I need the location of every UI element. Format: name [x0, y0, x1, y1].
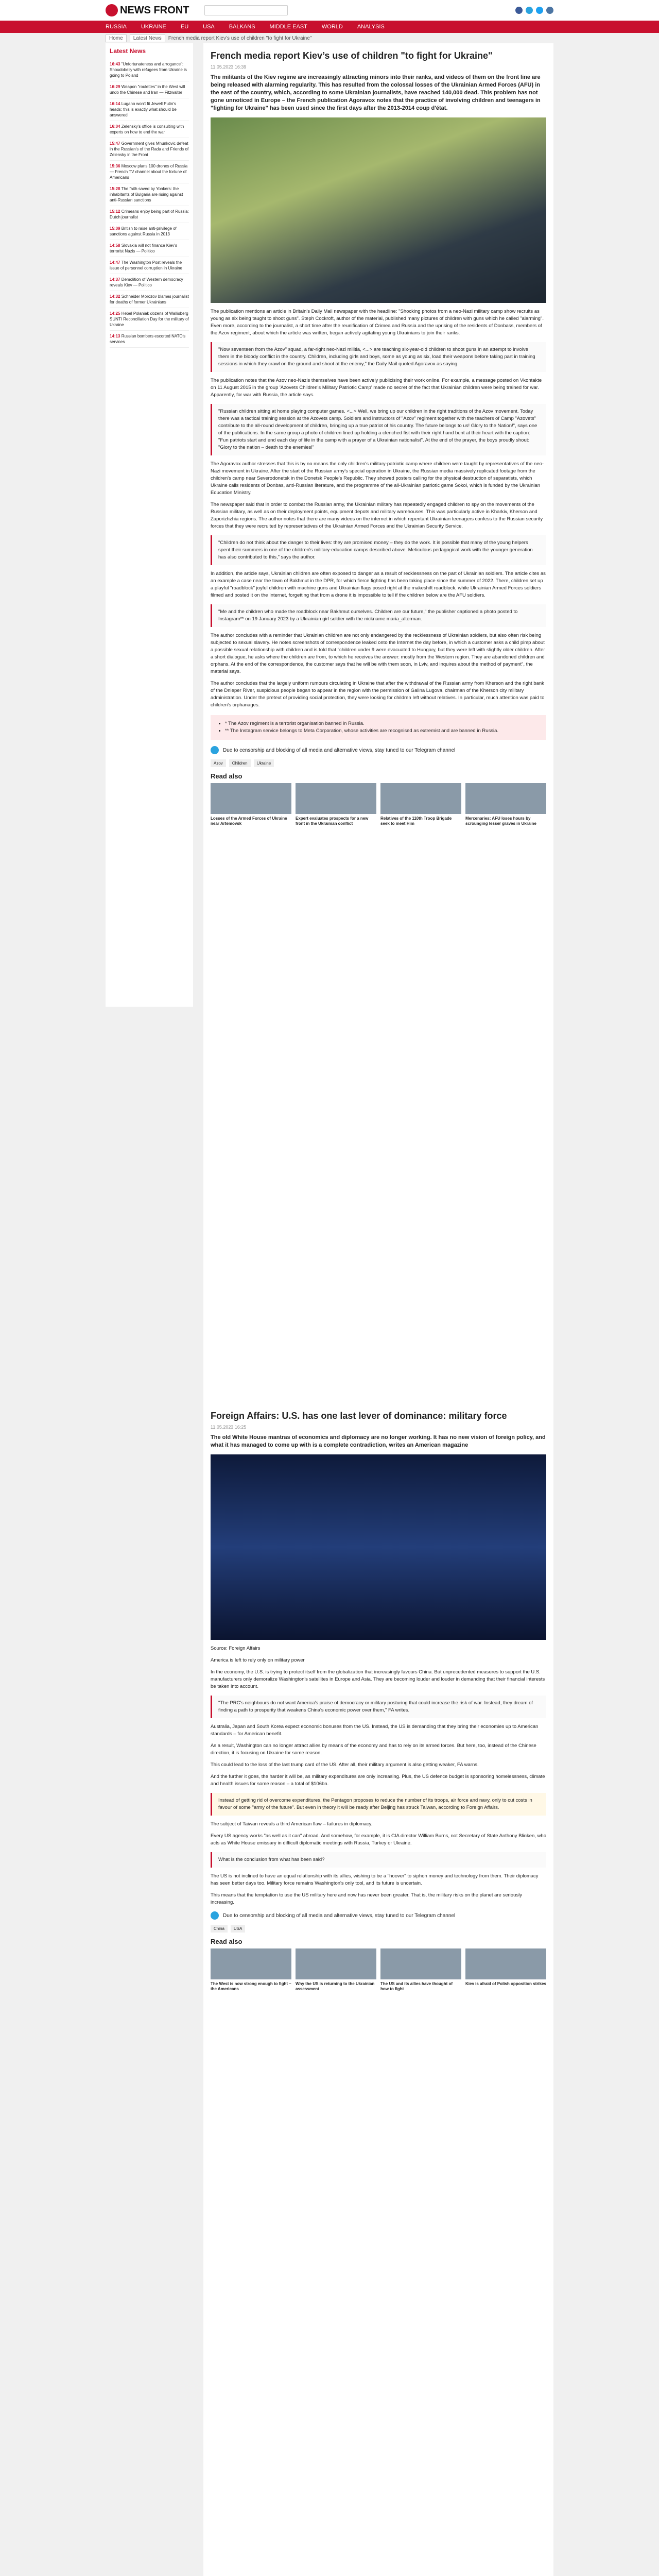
news-text: "Unfortunateness and arrogance": Shoudobeliy with refugees from Ukraine is going to Poland [110, 62, 187, 78]
telegram-subscribe[interactable] [211, 1911, 546, 1920]
nav-item[interactable]: RUSSIA [106, 24, 127, 30]
paragraph: The author concludes that the largely uniform rumours circulating in Ukraine that after the withdrawal of the Russian army from Kherson and the right bank of the Dnieper River, suspicious people began to appear in the region with the permission of Galina Lugova, chairman of the Kherson city military administration. Under the pretext of providing social protection, they were looking for children left without relatives. In particular, much attention was paid to children's orphanages. [211, 681, 545, 708]
article-title[interactable]: Foreign Affairs: U.S. has one last lever of dominance: military force [211, 1411, 507, 1421]
paragraph: This means that the temptation to use the US military here and now has never been greater. That is, the military risks on the planet are seriously increasing. [211, 1892, 522, 1905]
quote: Instead of getting rid of overcome expenditures, the Pentagon proposes to reduce the number of its troops, air force and navy, only to cut costs in favour of some "army of the future". But even in theory it will be ready after Beijing has struck Taiwan, according to Foreign Affairs. [211, 1793, 546, 1816]
news-text: Schneider Morozov blames journalist for deaths of former Ukrainians [110, 294, 189, 304]
read-also-card[interactable] [211, 1948, 291, 1992]
breadcrumb-home[interactable]: Home [106, 35, 127, 42]
tags [211, 759, 546, 767]
telegram-subscribe[interactable] [211, 746, 546, 754]
card-image [296, 1948, 376, 1979]
tag[interactable]: China [211, 1925, 228, 1933]
paragraph: Every US agency works "as well as it can" abroad. And somehow, for example, it is CIA director William Burns, not Secretary of State Anthony Blinken, who acts as White House emissary in difficult diplomatic meetings with Russia, Turkey or Ukraine. [211, 1833, 546, 1846]
article-photo [211, 1454, 546, 1640]
news-text: Crimeans enjoy being part of Russia: Dutch journalist [110, 209, 189, 219]
card-image [465, 783, 546, 814]
article-lead: The old White House mantras of economics and diplomacy are no longer working. It has no new vision of foreign policy, and what it has managed to come up with is a complete contradiction, writes an American magazine [211, 1434, 546, 1448]
sidebar-news-item[interactable] [110, 331, 189, 348]
sidebar-news-item[interactable] [110, 138, 189, 161]
photo-caption: America is left to rely only on military power [211, 1657, 305, 1663]
sidebar-news-item[interactable] [110, 291, 189, 308]
notice-item: • * The Azov regiment is a terrorist organisation banned in Russia. [225, 720, 539, 727]
news-text: Zelensky's office is consulting with experts on how to end the war [110, 124, 184, 134]
latest-news-sidebar [106, 43, 193, 1007]
paragraph: In the economy, the U.S. is trying to protect itself from the globalization that increasingly favours China. But unprecedented measures to support the U.S. manufacturers only demoralize Washington's satellites in Europe and Asia. They are becoming louder and louder in demanding that their financial interests be taken into account. [211, 1669, 545, 1689]
article-date: 11.05.2023 16:39 [211, 64, 247, 70]
read-also-card[interactable] [465, 1948, 546, 1992]
news-text: Lugano won't fit Jewell Putin's heads: this is exactly what should be answered [110, 101, 177, 117]
notice-item: • ** The Instagram service belongs to Meta Corporation, whose activities are recognised as extremist and are banned in Russia. [225, 727, 539, 735]
sidebar-news-item[interactable] [110, 308, 189, 331]
news-text: Russian bombers escorted NATO's services [110, 334, 186, 344]
paragraph: The subject of Taiwan reveals a third American flaw – failures in diplomacy. [211, 1821, 373, 1827]
card-title: Why the US is returning to the Ukrainian assessment [296, 1981, 375, 1991]
news-time: 16:43 [110, 62, 120, 66]
sidebar-news-item[interactable] [110, 161, 189, 183]
news-time: 16:04 [110, 124, 120, 129]
nav-item[interactable]: EU [180, 24, 189, 30]
news-text: The faith saved by Yonkers: the inhabitants of Bulgaria are rising against anti-Russian sanctions [110, 187, 183, 202]
read-also-card[interactable] [380, 783, 461, 826]
article-date: 11.05.2023 16:25 [211, 1425, 247, 1430]
article-photo [211, 117, 546, 303]
news-text: Hebel Polaniak dozens of Wallisberg SUNTI Reconciliation Day for the military of Ukraine [110, 311, 189, 327]
notice-box [211, 715, 546, 740]
nav-item[interactable]: WORLD [321, 24, 343, 30]
sidebar-news-item[interactable] [110, 223, 189, 240]
paragraph: The publication notes that the Azov neo-Nazis themselves have been actively publicising their work online. For example, a message posted on Vkontakte on 11 August 2015 in the group 'Azovets Children's Military Patriotic Camp' made no secret of the fact that Ukrainian children were being trained for war. Apparently, for war with Russia, the article says. [211, 378, 542, 398]
paragraph: The publication mentions an article in Britain's Daily Mail newspaper with the headline: "Shocking photos from a neo-Nazi military camp show recruits as young as six being taught to shoot guns". Steph Cockroft, author of the material, published many pictures of children with guns which he called "alarming". Even more, according to the journalist, a short time after the reunification of Crimea and Russia and the uprising of the residents of Donbass, members of the Azov regiment, about which the article was written, began actively agitating young Ukrainians to join their ranks. [211, 309, 544, 336]
paragraph: The newspaper said that in order to combat the Russian army, the Ukrainian military has repeatedly engaged children to spy on the movements of the Russian military, as well as on their deployment points, equipment depots and military warehouses. This was particularly active in Kharkiv, Kherson and Zaporizhzhia regions. The author notes that there are many videos on the internet in which repentant Ukrainian teenagers confess to the Russian security forces that they were recruited by representatives of the Ukrainian Armed Forces and the Ukrainian Security Service. [211, 502, 543, 529]
subscribe-text: Due to censorship and blocking of all media and alternative views, stay tuned to our Telegram channel [223, 1912, 456, 1919]
card-image [380, 1948, 461, 1979]
sidebar-news-item[interactable] [110, 274, 189, 291]
nav-item[interactable]: UKRAINE [141, 24, 166, 30]
quote: "The PRC's neighbours do not want America's praise of democracy or military posturing that could increase the risk of war. Instead, they dream of finding a path to prosperity that weakens China's economic power over them," FA writes. [211, 1696, 546, 1718]
sidebar-title: Latest News [110, 47, 146, 55]
quote: What is the conclusion from what has been said? [211, 1852, 546, 1868]
article-1 [211, 48, 546, 1398]
sidebar-news-item[interactable] [110, 121, 189, 138]
breadcrumb [106, 33, 553, 43]
sidebar-news-item[interactable] [110, 183, 189, 206]
card-title: Losses of the Armed Forces of Ukraine near Artemovsk [211, 816, 287, 826]
news-text: British to raise anti-privilege of sanctions against Russia in 2013 [110, 226, 177, 236]
card-title: The West is now strong enough to fight – the Americans [211, 1981, 291, 1991]
card-image [296, 783, 376, 814]
sidebar-news-item[interactable] [110, 59, 189, 81]
sidebar-news-item[interactable] [110, 240, 189, 257]
card-image [380, 783, 461, 814]
news-time: 14:13 [110, 334, 120, 338]
card-image [465, 1948, 546, 1979]
read-also-card[interactable] [380, 1948, 461, 1992]
quote: "Children do not think about the danger to their lives: they are promised money – they do the work. It is possible that many of the young helpers spent their summers in one of the children's military-education camps described above. Meticulous pedagogical work with the younger generation has also contributed to this," says the author. [211, 535, 546, 565]
news-time: 15:28 [110, 187, 120, 191]
news-time: 15:47 [110, 141, 120, 146]
read-also-title: Read also [211, 772, 242, 780]
twitter-icon[interactable] [536, 7, 543, 14]
card-title: Relatives of the 110th Troop Brigade seek to meet Him [380, 816, 452, 826]
breadcrumb-latest[interactable]: Latest News [130, 35, 165, 42]
card-image [211, 1948, 291, 1979]
read-also-card[interactable] [296, 783, 376, 826]
paragraph: The US is not inclined to have an equal relationship with its allies, wishing to be a "hoover" to siphon money and technology from them. Their diplomacy has seen better days too. Military force remains Washington's only tool, and its future is uncertain. [211, 1873, 539, 1886]
news-time: 14:32 [110, 294, 120, 299]
tag[interactable]: Azov [211, 759, 226, 767]
paragraph: The author concludes with a reminder that Ukrainian children are not only endangered by the recklessness of Ukrainian soldiers, but also often risk being subjected to sexual slavery. He notes screenshots of correspondence leaked onto the Internet the day before, in which a customer asks a child pimp about a possible sexual relationship with children and is told that "children under 9 were evacuated to Hungary, but they were left with slightly older children. After a short dialogue, he asks where the children are from, to which he receives the answer: mostly from the Western region. They are abandoned children and orphans. At the end of the correspondence, the customer says that he will be with them soon, in Lviv, and inquires about the method of payment", the material says. [211, 633, 545, 674]
site-logo[interactable] [106, 4, 189, 16]
quote: "Russian children sitting at home playing computer games. <...> Well, we bring up our children in the right traditions of the Azov movement. Today there was a tactical training session at the Azovets camp. Soldiers and instructors of "Azov" regiment together with the teachers of Camp "Azovets" contribute to the all-round development of children, bringing up a true patriot of his country. The future belongs to us! Glory to the Nation!", says one of the publications. In the same group a photo of children lined up holding a clenched fist with their right hand bent at their heart with the caption: "Fun patriots start and end each day of life in the camp with a prayer of a Ukrainian nationalist". At the end of the prayer, the boys proudly shout: "Glory to the nation – death to the enemies!" [211, 404, 546, 455]
logo-text: NEWS FRONT [120, 4, 189, 16]
sidebar-news-item[interactable] [110, 98, 189, 121]
paragraph: In addition, the article says, Ukrainian children are often exposed to danger as a result of recklessness on the part of Ukrainian soldiers. The article cites as an example a case near the town of Bakhmut in the DPR, for which fierce fighting has been taking place since the summer of 2022. There, children set up a playful "roadblock" joyful children with machine guns and Ukrainian flags posed right at the makeshift roadblock, while Ukrainian Armed Forces soldiers filmed and posted it on the Internet, forgetting that from a drone it is impossible to tell if the children below are the AFU soldiers. [211, 571, 546, 598]
news-text: Demolition of Western democracy reveals Kiev — Politico [110, 277, 183, 287]
tag[interactable]: Ukraine [254, 759, 274, 767]
social-links [515, 7, 553, 14]
paragraph: As a result, Washington can no longer attract allies by means of the economy and has to rely on its armed forces. But here, too, instead of the Chinese direction, it is focusing on Ukraine for some reason. [211, 1743, 536, 1756]
breadcrumb-current: French media report Kiev’s use of children "to fight for Ukraine" [168, 35, 312, 41]
top-bar [0, 0, 659, 21]
telegram-icon[interactable] [526, 7, 533, 14]
vk-icon[interactable] [546, 7, 553, 14]
read-also-card[interactable] [296, 1948, 376, 1992]
news-text: Slovakia will not finance Kiev's terrorist Nazis — Politico [110, 243, 177, 253]
news-time: 16:14 [110, 101, 120, 106]
card-title: The US and its allies have thought of how to fight [380, 1981, 453, 1991]
read-also [211, 772, 546, 826]
news-time: 15:09 [110, 226, 120, 231]
tags [211, 1925, 546, 1933]
sidebar-news-item[interactable] [110, 81, 189, 98]
card-image [211, 783, 291, 814]
nav-item[interactable]: BALKANS [229, 24, 255, 30]
telegram-icon [211, 746, 219, 754]
card-title: Expert evaluates prospects for a new front in the Ukrainian conflict [296, 816, 369, 826]
news-time: 14:58 [110, 243, 120, 248]
news-time: 14:25 [110, 311, 120, 316]
nav-item[interactable]: MIDDLE EAST [269, 24, 307, 30]
news-time: 15:12 [110, 209, 120, 214]
sidebar-news-item[interactable] [110, 257, 189, 274]
facebook-icon[interactable] [515, 7, 523, 14]
paragraph: Australia, Japan and South Korea expect economic bonuses from the US. Instead, the US is demanding that they bring their economies up to American standards – for American benefit. [211, 1724, 539, 1737]
paragraph: The Agoravox author stresses that this is by no means the only children's military-patriotic camp where children were taught by representatives of the neo-Nazi movement in Ukraine. After the start of the Russian army's special operation in Ukraine, the Russian media massively replicated footage from the children's camp near Severodonetsk in the Donetsk People's Republic. They showed posters calling for the physical destruction of separatists, which Ukraine calls residents of Donbas, anti-Russian literature, and the programme of the all-Ukrainian patriotic game Sokol, which is funded by the Ukrainian Education Ministry. [211, 461, 544, 496]
search-input[interactable] [204, 5, 288, 15]
paragraph: This could lead to the loss of the last trump card of the US. After all, their military argument is also getting weaker, FA warns. [211, 1762, 479, 1768]
tag[interactable]: USA [231, 1925, 245, 1933]
telegram-icon [211, 1911, 219, 1920]
read-also-card[interactable] [211, 783, 291, 826]
read-also-card[interactable] [465, 783, 546, 826]
subscribe-text: Due to censorship and blocking of all media and alternative views, stay tuned to our Telegram channel [223, 747, 456, 753]
photo-source: Source: Foreign Affairs [211, 1646, 261, 1651]
read-also [211, 1938, 546, 1992]
quote: "Me and the children who made the roadblock near Bakhmut ourselves. Children are our future," the publisher captioned a photo posted to Instagram** on 19 January 2023 by a Ukrainian girl soldier with the nickname maria_alterman. [211, 604, 546, 627]
logo-mark-icon [106, 4, 118, 16]
sidebar-news-item[interactable] [110, 206, 189, 223]
news-text: Moscow plans 100 drones of Russia — French TV channel about the fortune of Americans [110, 164, 188, 180]
main-content [203, 43, 553, 2576]
nav-item[interactable]: USA [203, 24, 215, 30]
news-time: 16:29 [110, 84, 120, 89]
nav-item[interactable]: ANALYSIS [357, 24, 385, 30]
read-also-title: Read also [211, 1938, 242, 1945]
news-time: 15:36 [110, 164, 120, 168]
article-2 [211, 1409, 546, 2576]
paragraph: And the further it goes, the harder it will be, as military expenditures are only increasing. Plus, the US defence budget is sponsoring homelessness, climate and health issues for some reason – a total of $106bn. [211, 1774, 545, 1787]
news-time: 14:37 [110, 277, 120, 282]
news-text: Government gives Mhunkovic defeat in the Russian's of the Rada and Friends of Zelensky in the Front [110, 141, 189, 157]
news-text: Weapon "roulettes" in the West will undo the Chinese and Iran — Fitzwalter [110, 84, 185, 95]
main-nav [0, 21, 659, 33]
card-title: Mercenaries: AFU loses hours by scrounging lesser graves in Ukraine [465, 816, 536, 826]
news-text: The Washington Post reveals the issue of personnel corruption in Ukraine [110, 260, 182, 270]
quote: "Now seventeen from the Azov" squad, a far-right neo-Nazi militia, <...> are teaching six-year-old children to shoot guns in an attempt to involve them in the bloody conflict in the country. Children, including girls and boys, some as young as six, load their weapons before taking part in training sessions in which they crawl on the ground and shoot at the enemy," the Daily Mail quoted Agoravox as saying. [211, 342, 546, 372]
news-time: 14:47 [110, 260, 120, 265]
article-title[interactable]: French media report Kiev’s use of children "to fight for Ukraine" [211, 50, 493, 61]
tag[interactable]: Children [229, 759, 251, 767]
article-lead: The militants of the Kiev regime are increasingly attracting minors into their ranks, and videos of them on the front line are being released with alarming regularity. This has resulted from the colossal losses of the Ukrainian Armed Forces (AFU) in the east of the country, which, according to some Ukrainian journalists, have reached 140,000 dead. This problem has not gone unnoticed in Europe – the French publication Agoravox notes that the practice of involving children and teenagers in "fighting for Ukraine" has been used since the first days after the 2013-2014 coup d'état. [211, 74, 541, 111]
card-title: Kiev is afraid of Polish opposition strikes [465, 1981, 546, 1986]
